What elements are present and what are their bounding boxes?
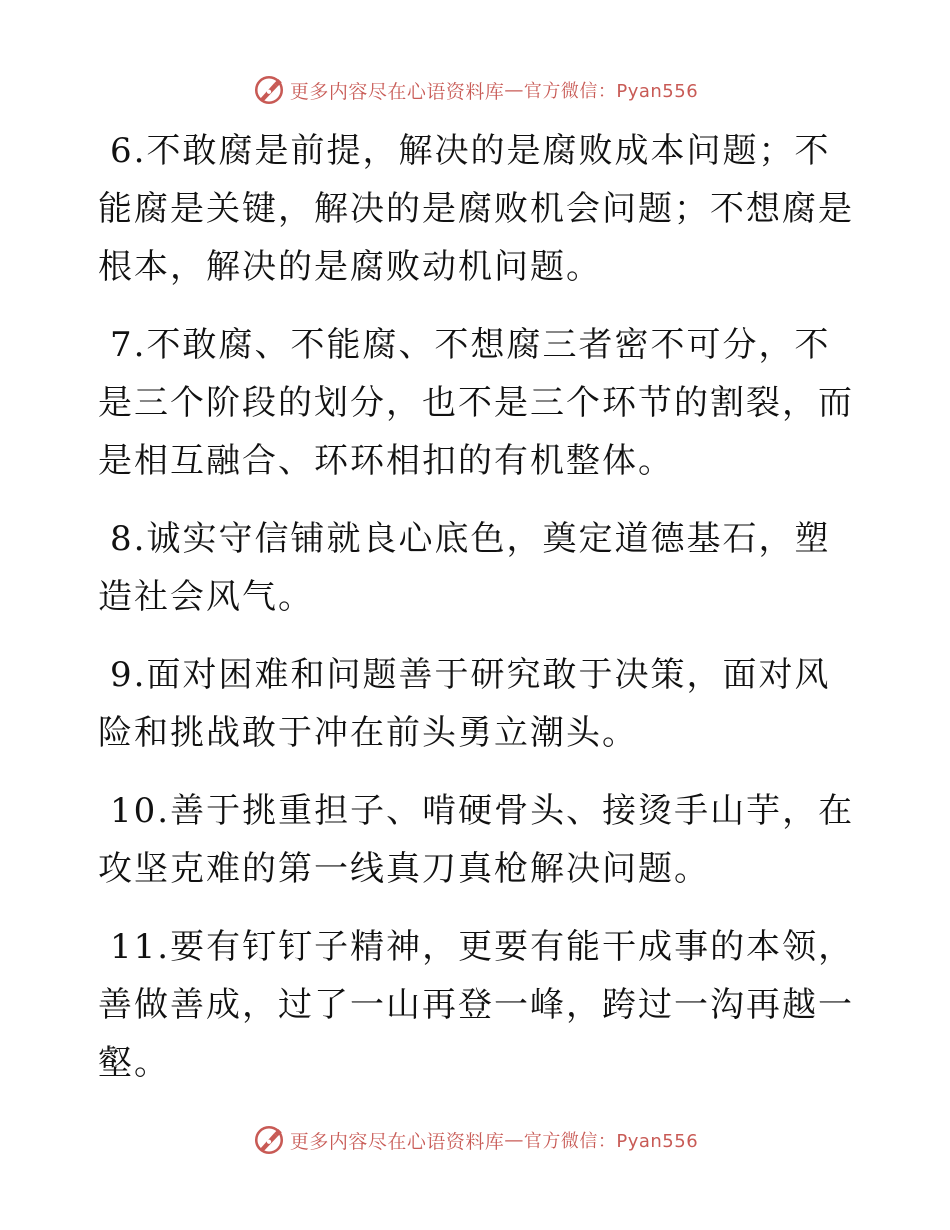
list-item: [98, 316, 858, 490]
main-content: [98, 122, 858, 1112]
banner-contact: 官方微信：Pyan556: [523, 81, 699, 102]
item-number: 7.: [110, 325, 147, 365]
pen-nib-logo-icon: [252, 1123, 286, 1157]
header-banner: [0, 70, 950, 110]
item-text: 诚实守信铺就良心底色，奠定道德基石，塑造社会风气。: [98, 519, 831, 617]
banner-contact: 官方微信：Pyan556: [523, 1131, 699, 1152]
list-item: [98, 646, 858, 762]
item-number: 11.: [110, 927, 171, 967]
list-item: [98, 122, 858, 296]
banner-separator: —: [504, 1129, 524, 1151]
item-number: 9.: [110, 655, 147, 695]
banner-text: 更多内容尽在心语资料库: [289, 1130, 505, 1153]
item-text: 善于挑重担子、啃硬骨头、接烫手山芋，在攻坚克难的第一线真刀真枪解决问题。: [98, 791, 855, 889]
banner-separator: —: [504, 79, 524, 101]
item-number: 10.: [110, 791, 171, 831]
item-number: 8.: [110, 519, 147, 559]
pen-nib-logo-icon: [252, 73, 286, 107]
list-item: [98, 782, 858, 898]
banner-text: 更多内容尽在心语资料库: [289, 80, 505, 103]
item-text: 不敢腐、不能腐、不想腐三者密不可分，不是三个阶段的划分，也不是三个环节的割裂，而是相互融合、环环相扣的有机整体。: [98, 325, 854, 481]
item-number: 6.: [110, 131, 147, 171]
item-text: 要有钉钉子精神，更要有能干成事的本领，善做善成，过了一山再登一峰，跨过一沟再越一壑。: [98, 927, 855, 1083]
item-text: 不敢腐是前提，解决的是腐败成本问题；不能腐是关键，解决的是腐败机会问题；不想腐是根本，解决的是腐败动机问题。: [98, 131, 854, 287]
footer-banner: [0, 1120, 950, 1160]
list-item: [98, 918, 858, 1092]
list-item: [98, 510, 858, 626]
item-text: 面对困难和问题善于研究敢于决策，面对风险和挑战敢于冲在前头勇立潮头。: [98, 655, 831, 753]
